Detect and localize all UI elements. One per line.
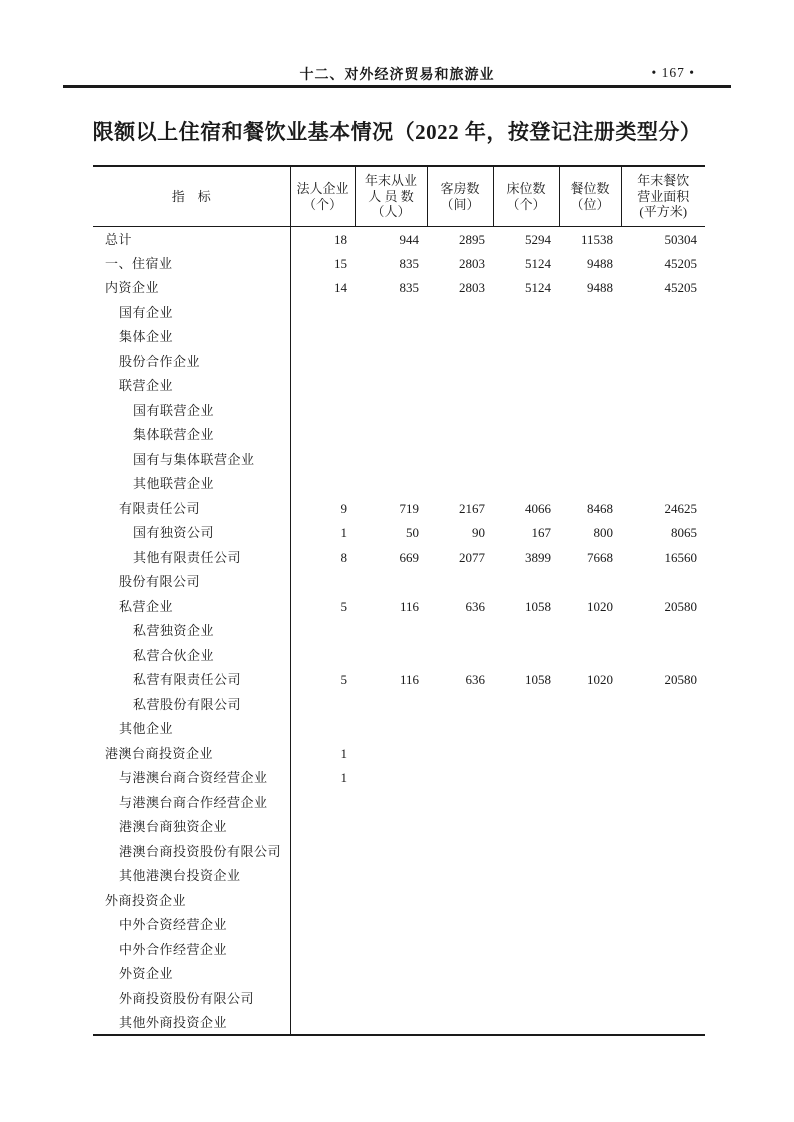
value-cell [559, 815, 621, 840]
value-cell [290, 1011, 355, 1036]
value-cell [559, 643, 621, 668]
value-cell: 5 [340, 672, 347, 688]
value-cell [493, 398, 559, 423]
value-cell [427, 888, 493, 913]
value-cell [427, 300, 493, 325]
value-cell: 20580 [664, 598, 697, 614]
indicator-cell: 国有企业 [93, 300, 290, 325]
value-cell: 669 [399, 549, 419, 565]
value-cell [427, 643, 493, 668]
value-cell [355, 962, 427, 987]
indicator-cell: 股份合作企业 [93, 349, 290, 374]
value-cell [559, 349, 621, 374]
value-cell [290, 937, 355, 962]
indicator-cell: 内资企业 [93, 276, 290, 301]
value-cell [355, 325, 427, 350]
value-cell [290, 717, 355, 742]
table-row [93, 374, 705, 399]
value-cell [290, 374, 355, 399]
value-cell [621, 741, 705, 766]
value-cell [427, 937, 493, 962]
value-cell [355, 643, 427, 668]
table-body [93, 227, 705, 1036]
value-cell [621, 962, 705, 987]
value-cell: 636 [465, 598, 485, 614]
value-cell [290, 790, 355, 815]
indicator-cell: 其他企业 [93, 717, 290, 742]
chapter-header: 十二、对外经济贸易和旅游业 [299, 66, 495, 82]
table-row [93, 398, 705, 423]
value-cell [493, 423, 559, 448]
value-cell: 3899 [525, 549, 551, 565]
value-cell [621, 864, 705, 889]
table-row [93, 692, 705, 717]
value-cell [493, 717, 559, 742]
indicator-cell: 股份有限公司 [93, 570, 290, 595]
value-cell [427, 325, 493, 350]
table-row [93, 619, 705, 644]
value-cell [355, 570, 427, 595]
value-cell [559, 937, 621, 962]
value-cell: 8 [340, 549, 347, 565]
value-cell [493, 888, 559, 913]
value-cell: 9488 [587, 280, 613, 296]
value-cell [427, 374, 493, 399]
value-cell [493, 913, 559, 938]
indicator-cell: 私营有限责任公司 [93, 668, 290, 693]
value-cell [559, 374, 621, 399]
indicator-cell: 外商投资股份有限公司 [93, 986, 290, 1011]
table-row [93, 888, 705, 913]
value-cell [621, 374, 705, 399]
value-cell [493, 349, 559, 374]
value-cell: 8468 [587, 500, 613, 516]
value-cell [559, 913, 621, 938]
value-cell [559, 692, 621, 717]
value-cell [621, 986, 705, 1011]
value-cell [493, 937, 559, 962]
table-row [93, 227, 705, 252]
value-cell [621, 619, 705, 644]
value-cell [559, 398, 621, 423]
table-row [93, 937, 705, 962]
indicator-cell: 其他有限责任公司 [93, 545, 290, 570]
indicator-cell: 中外合作经营企业 [93, 937, 290, 962]
value-cell [493, 300, 559, 325]
value-cell: 167 [531, 525, 551, 541]
value-cell [427, 839, 493, 864]
value-cell [559, 423, 621, 448]
value-cell [559, 766, 621, 791]
value-cell [621, 790, 705, 815]
value-cell [355, 937, 427, 962]
value-cell [621, 937, 705, 962]
indicator-cell: 总计 [93, 227, 290, 252]
value-cell [493, 447, 559, 472]
value-cell [355, 1011, 427, 1036]
table-row [93, 594, 705, 619]
value-cell [355, 398, 427, 423]
value-cell [355, 447, 427, 472]
table-row [93, 251, 705, 276]
value-cell [427, 472, 493, 497]
value-cell: 1020 [587, 672, 613, 688]
column-header: 餐位数 （位） [559, 166, 621, 227]
value-cell: 1058 [525, 672, 551, 688]
table-row [93, 913, 705, 938]
value-cell [290, 447, 355, 472]
value-cell [427, 447, 493, 472]
indicator-cell: 其他外商投资企业 [93, 1011, 290, 1036]
value-cell [493, 839, 559, 864]
value-cell: 2803 [459, 280, 485, 296]
indicator-cell: 国有联营企业 [93, 398, 290, 423]
value-cell: 16560 [664, 549, 697, 565]
value-cell [355, 472, 427, 497]
value-cell [290, 570, 355, 595]
value-cell [427, 692, 493, 717]
table-row [93, 570, 705, 595]
value-cell [621, 472, 705, 497]
value-cell [427, 570, 493, 595]
value-cell [290, 300, 355, 325]
value-cell [493, 741, 559, 766]
value-cell [559, 619, 621, 644]
table-row [93, 545, 705, 570]
value-cell [559, 325, 621, 350]
value-cell [355, 349, 427, 374]
value-cell: 18 [334, 231, 347, 247]
value-cell [559, 300, 621, 325]
value-cell: 2803 [459, 255, 485, 271]
value-cell [355, 423, 427, 448]
value-cell [427, 766, 493, 791]
value-cell [559, 986, 621, 1011]
value-cell [621, 570, 705, 595]
value-cell [290, 472, 355, 497]
value-cell [290, 423, 355, 448]
indicator-cell: 联营企业 [93, 374, 290, 399]
value-cell: 1 [340, 770, 347, 786]
value-cell: 944 [399, 231, 419, 247]
table-row [93, 276, 705, 301]
value-cell [621, 325, 705, 350]
page-number: • 167 • [651, 65, 695, 80]
value-cell: 20580 [664, 672, 697, 688]
value-cell [355, 864, 427, 889]
value-cell [559, 717, 621, 742]
value-cell [290, 398, 355, 423]
value-cell [621, 643, 705, 668]
value-cell: 1 [340, 525, 347, 541]
column-header: 法人企业 （个） [290, 166, 355, 227]
value-cell: 2895 [459, 231, 485, 247]
value-cell [427, 717, 493, 742]
value-cell [559, 962, 621, 987]
table-row [93, 300, 705, 325]
page-header [63, 64, 731, 84]
value-cell: 9 [340, 500, 347, 516]
table-row [93, 741, 705, 766]
value-cell [559, 447, 621, 472]
indicator-cell: 港澳台商独资企业 [93, 815, 290, 840]
value-cell [621, 300, 705, 325]
value-cell [355, 374, 427, 399]
value-cell: 15 [334, 255, 347, 271]
table-row [93, 521, 705, 546]
value-cell [355, 913, 427, 938]
value-cell [493, 325, 559, 350]
value-cell [621, 447, 705, 472]
value-cell: 50 [406, 525, 419, 541]
value-cell [493, 815, 559, 840]
value-cell: 5294 [525, 231, 551, 247]
value-cell [559, 888, 621, 913]
value-cell [427, 741, 493, 766]
indicator-cell: 一、住宿业 [93, 251, 290, 276]
table-row [93, 349, 705, 374]
indicator-cell: 有限责任公司 [93, 496, 290, 521]
value-cell [427, 790, 493, 815]
value-cell: 50304 [664, 231, 697, 247]
value-cell [290, 962, 355, 987]
value-cell: 90 [472, 525, 485, 541]
indicator-cell: 其他港澳台投资企业 [93, 864, 290, 889]
column-header: 指 标 [93, 166, 290, 227]
value-cell [355, 717, 427, 742]
value-cell [427, 423, 493, 448]
value-cell: 9488 [587, 255, 613, 271]
value-cell [290, 864, 355, 889]
indicator-cell: 私营企业 [93, 594, 290, 619]
value-cell: 45205 [664, 255, 697, 271]
value-cell [427, 962, 493, 987]
column-header: 客房数 （间） [427, 166, 493, 227]
indicator-cell: 国有与集体联营企业 [93, 447, 290, 472]
table-header [93, 166, 705, 227]
value-cell: 14 [334, 280, 347, 296]
value-cell [355, 888, 427, 913]
header-rule [63, 85, 731, 88]
indicator-cell: 私营合伙企业 [93, 643, 290, 668]
value-cell [355, 619, 427, 644]
value-cell: 116 [399, 598, 419, 614]
column-header: 年末餐饮 营业面积 (平方米) [621, 166, 705, 227]
table-row [93, 962, 705, 987]
value-cell: 116 [399, 672, 419, 688]
value-cell: 2167 [459, 500, 485, 516]
indicator-cell: 集体企业 [93, 325, 290, 350]
value-cell [427, 864, 493, 889]
value-cell: 835 [399, 280, 419, 296]
table-row [93, 790, 705, 815]
indicator-cell: 港澳台商投资企业 [93, 741, 290, 766]
value-cell [493, 790, 559, 815]
indicator-cell: 其他联营企业 [93, 472, 290, 497]
value-cell: 45205 [664, 280, 697, 296]
value-cell [559, 472, 621, 497]
value-cell [355, 300, 427, 325]
value-cell [355, 815, 427, 840]
value-cell [427, 619, 493, 644]
indicator-cell: 外资企业 [93, 962, 290, 987]
value-cell [559, 864, 621, 889]
indicator-cell: 外商投资企业 [93, 888, 290, 913]
value-cell [493, 472, 559, 497]
indicator-cell: 中外合资经营企业 [93, 913, 290, 938]
table-row [93, 766, 705, 791]
value-cell [621, 717, 705, 742]
value-cell [427, 913, 493, 938]
header-row [93, 166, 705, 227]
table-row [93, 864, 705, 889]
value-cell [355, 790, 427, 815]
value-cell [621, 839, 705, 864]
table-row [93, 496, 705, 521]
table-row [93, 1011, 705, 1036]
value-cell: 5 [340, 598, 347, 614]
value-cell [427, 398, 493, 423]
page-title: 限额以上住宿和餐饮业基本情况（2022 年，按登记注册类型分） [92, 120, 702, 144]
value-cell: 1 [340, 745, 347, 761]
value-cell: 835 [399, 255, 419, 271]
value-cell [493, 962, 559, 987]
value-cell [290, 692, 355, 717]
value-cell [621, 913, 705, 938]
value-cell [290, 619, 355, 644]
value-cell [621, 349, 705, 374]
table-row [93, 717, 705, 742]
table-row [93, 668, 705, 693]
value-cell [290, 986, 355, 1011]
value-cell [493, 643, 559, 668]
value-cell [355, 741, 427, 766]
value-cell [559, 790, 621, 815]
value-cell [621, 1011, 705, 1036]
value-cell [621, 398, 705, 423]
value-cell [621, 423, 705, 448]
value-cell: 5124 [525, 280, 551, 296]
indicator-cell: 国有独资公司 [93, 521, 290, 546]
value-cell: 1058 [525, 598, 551, 614]
value-cell [290, 349, 355, 374]
value-cell [621, 766, 705, 791]
stats-table [93, 165, 705, 1036]
value-cell: 11538 [580, 231, 613, 247]
value-cell [493, 766, 559, 791]
value-cell [559, 1011, 621, 1036]
value-cell [559, 570, 621, 595]
value-cell [290, 325, 355, 350]
value-cell: 800 [593, 525, 613, 541]
value-cell [290, 888, 355, 913]
column-header: 年末从业 人 员 数 （人） [355, 166, 427, 227]
value-cell [427, 1011, 493, 1036]
value-cell [355, 986, 427, 1011]
table-row [93, 447, 705, 472]
column-header: 床位数 （个） [493, 166, 559, 227]
value-cell [559, 839, 621, 864]
value-cell [290, 913, 355, 938]
value-cell: 7668 [587, 549, 613, 565]
value-cell: 2077 [459, 549, 485, 565]
table-row [93, 325, 705, 350]
value-cell [493, 374, 559, 399]
value-cell [427, 349, 493, 374]
value-cell: 8065 [671, 525, 697, 541]
indicator-cell: 与港澳台商合作经营企业 [93, 790, 290, 815]
table-row [93, 986, 705, 1011]
value-cell [493, 986, 559, 1011]
indicator-cell: 港澳台商投资股份有限公司 [93, 839, 290, 864]
value-cell [355, 839, 427, 864]
value-cell [290, 815, 355, 840]
value-cell: 636 [465, 672, 485, 688]
indicator-cell: 与港澳台商合资经营企业 [93, 766, 290, 791]
value-cell [290, 643, 355, 668]
table-row [93, 815, 705, 840]
value-cell [427, 986, 493, 1011]
indicator-cell: 集体联营企业 [93, 423, 290, 448]
indicator-cell: 私营股份有限公司 [93, 692, 290, 717]
value-cell [621, 815, 705, 840]
value-cell [621, 888, 705, 913]
value-cell [427, 815, 493, 840]
value-cell [493, 570, 559, 595]
value-cell [493, 1011, 559, 1036]
value-cell [493, 619, 559, 644]
value-cell: 719 [399, 500, 419, 516]
value-cell: 5124 [525, 255, 551, 271]
value-cell: 4066 [525, 500, 551, 516]
table-row [93, 423, 705, 448]
value-cell [621, 692, 705, 717]
value-cell [355, 692, 427, 717]
value-cell: 24625 [664, 500, 697, 516]
value-cell [493, 864, 559, 889]
indicator-cell: 私营独资企业 [93, 619, 290, 644]
value-cell [290, 839, 355, 864]
value-cell: 1020 [587, 598, 613, 614]
value-cell [559, 741, 621, 766]
value-cell [493, 692, 559, 717]
value-cell [355, 766, 427, 791]
table-row [93, 472, 705, 497]
table-row [93, 643, 705, 668]
table-row [93, 839, 705, 864]
